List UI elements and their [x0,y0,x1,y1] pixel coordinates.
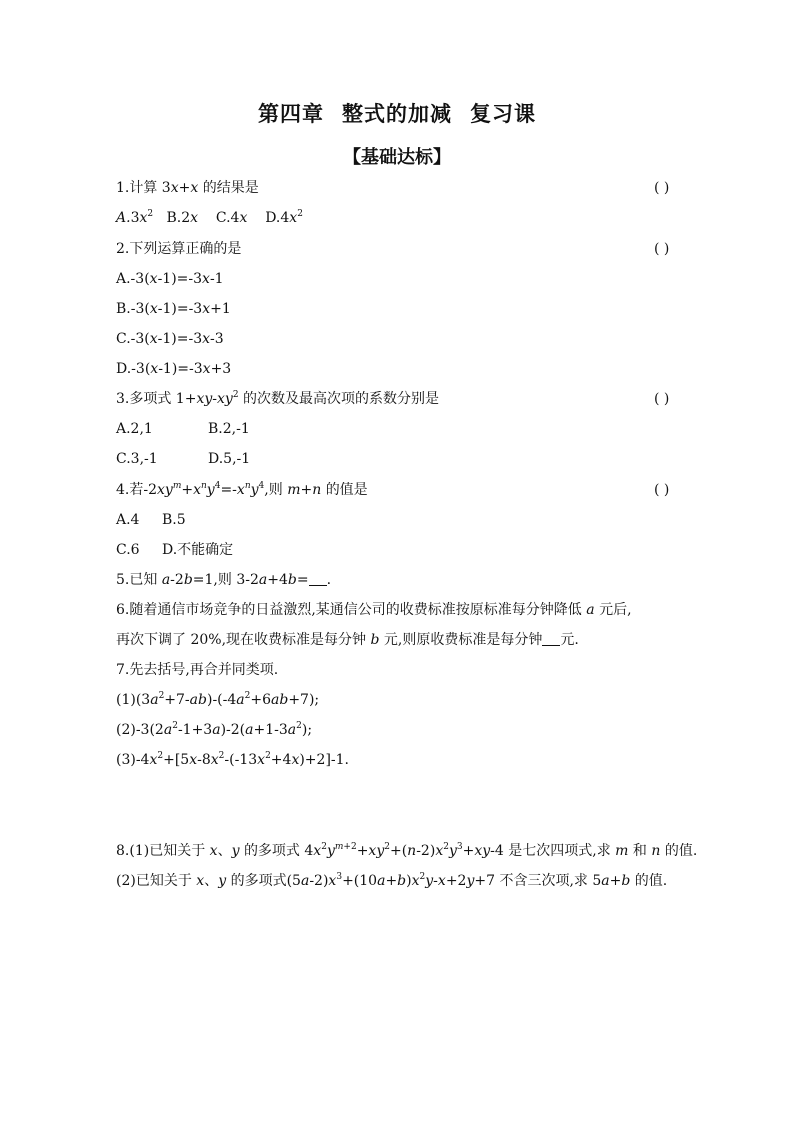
question-7-part-2: $(2)-3(2a^2-1+3a)-2(a+1-3a^2)$; [116,721,313,738]
answer-paren-4: ( ) [654,482,670,498]
section-heading: 【基础达标】 [343,147,451,168]
question-8-part-2: (2)已知关于 x、y 的多项式$(5a-2)x^3+(10a+b)x^2y-x+2y+7$ 不含三次项,求 5a+b 的值. [116,872,668,889]
question-3-option-c: C.3,-1 [116,451,158,467]
chapter-label: 第四章 [258,102,324,126]
question-3-stem: 3.多项式 $1+xy-xy^2$ 的次数及最高次项的系数分别是 [116,390,439,407]
question-6-line-2: 再次下调了 20%,现在收费标准是每分钟 b 元,则原收费标准是每分钟 元. [116,632,579,648]
lesson-type: 复习课 [470,102,536,126]
question-4-option-d: D.不能确定 [162,542,234,558]
question-2-option-a: A.-3(x-1)=-3x-1 [116,271,224,287]
page-title [0,98,794,128]
question-4-option-c: C.6 [116,542,140,558]
question-2-stem: 2.下列运算正确的是 [116,241,242,257]
answer-blank[interactable] [542,632,560,646]
question-3-option-a: A.2,1 [116,421,153,437]
question-4-stem: 4.若$-2xy^m+x^ny^4=-x^ny^4$,则 m+n 的值是 [116,481,368,498]
answer-paren-2: ( ) [654,241,670,257]
question-2-option-c: C.-3(x-1)=-3x-3 [116,331,224,347]
question-7-part-1: $(1)(3a^2+7-ab)-(-4a^2+6ab+7)$; [116,691,320,708]
question-8-part-1: 8.(1)已知关于 x、y 的多项式 $4x^2y^{m+2}+xy^2+(n-2)x^2y^3+xy-4$ 是七次四项式,求 m 和 n 的值. [116,842,698,859]
answer-blank[interactable] [309,572,327,586]
question-7-stem: 7.先去括号,再合并同类项. [116,662,279,678]
question-4-option-a: A.4 [116,512,140,528]
question-2-option-d: D.-3(x-1)=-3x+3 [116,361,232,377]
question-3-option-d: D.5,-1 [208,451,251,467]
question-4-option-b: B.5 [162,512,186,528]
chapter-topic: 整式的加减 [342,102,452,126]
question-5: 5.已知 a-2b=1,则 3-2a+4b= . [116,572,332,588]
question-3-option-b: B.2,-1 [208,421,250,437]
question-1-stem: 1.计算 3x+x 的结果是 [116,180,259,196]
question-7-part-3: $(3)-4x^2+[5x-8x^2-(-13x^2+4x)+2]-1$. [116,751,349,768]
question-6-line-1: 6.随着通信市场竞争的日益激烈,某通信公司的收费标准按原标准每分钟降低 a 元后, [116,602,632,618]
answer-paren-1: ( ) [654,180,670,196]
question-1-options: $A.3x^2$ B.2x C.4x $D.4x^2$ [116,209,303,226]
question-2-option-b: B.-3(x-1)=-3x+1 [116,301,231,317]
answer-paren-3: ( ) [654,391,670,407]
